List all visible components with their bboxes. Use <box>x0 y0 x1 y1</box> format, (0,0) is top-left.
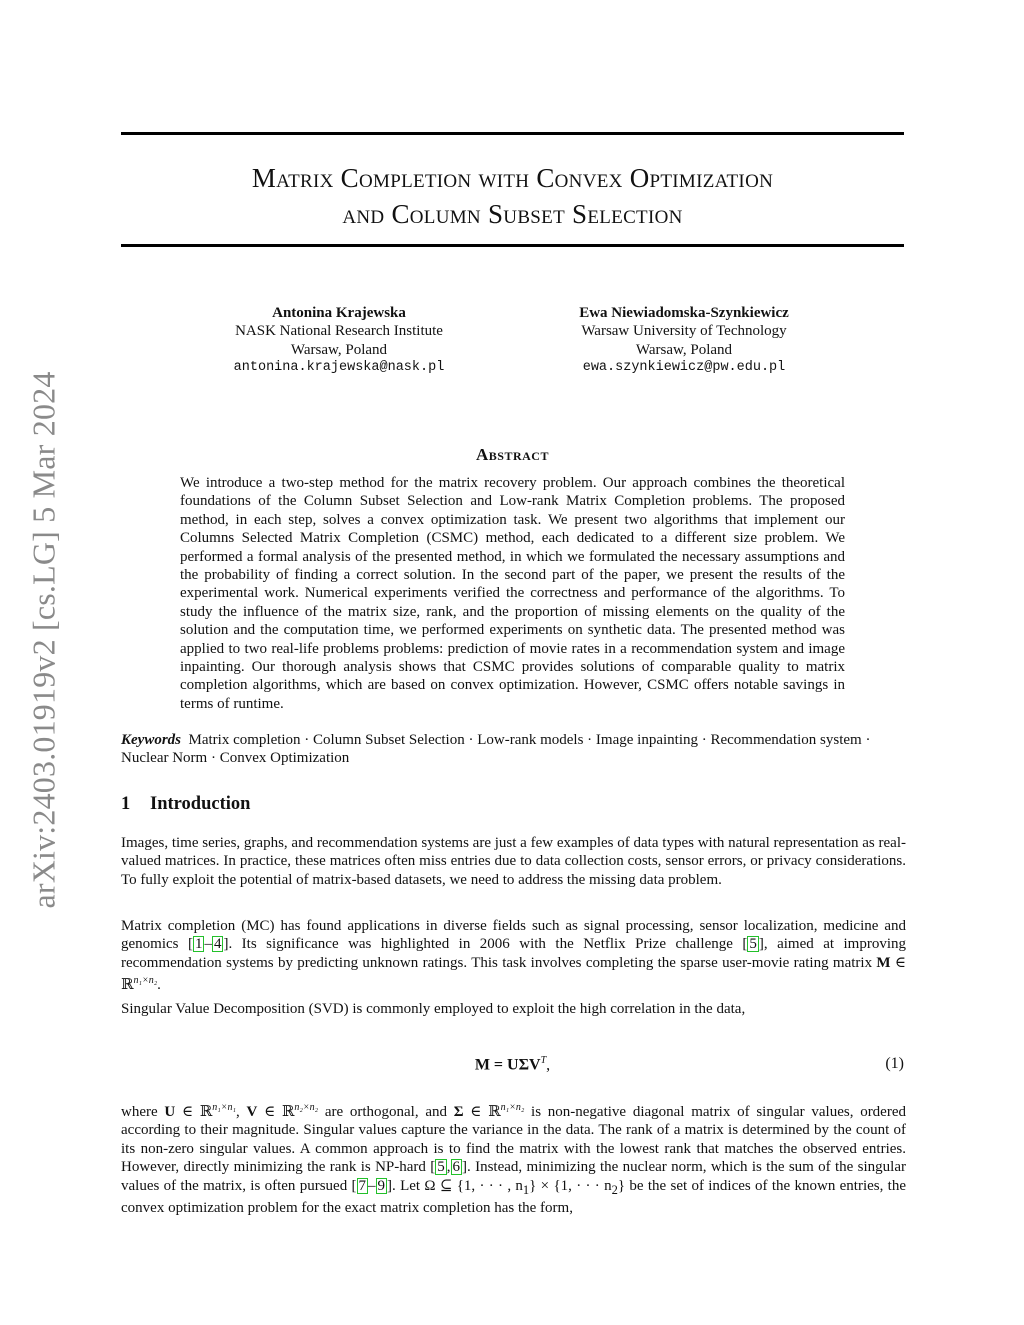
section-number: 1 <box>121 794 131 814</box>
author-location: Warsaw, Poland <box>290 341 388 358</box>
section-heading <box>121 794 250 815</box>
author-block <box>179 304 499 378</box>
abstract-text: We introduce a two-step method for the matrix recovery problem. Our approach combines the theoretical foundations of the Column Subset Selection and Low-rank Matrix Completion problems. The proposed method, in each step, solves a convex optimization task. We present two algorithms that implement our Columns Selected Matrix Completion (CSMC) method, each dedicated to a different size problem. We performed a formal analysis of the presented method, in which we formulated the necessary assumptions and the probability of finding a correct solution. In the second part of the paper, we present the results of the experimental work. Numerical experiments verified the correctness and performance of the algorithms. To study the influence of the matrix size, rank, and the proportion of missing elements on the quality of the solution and the computation time, we performed experiments on synthetic data. The presented method was applied to two real-life problems problems: prediction of movie rates in a recommendation system and image inpainting. Our thorough analysis shows that CSMC provides solutions of comparable quality to matrix completion algorithms, which are based on convex optimization. However, CSMC offers notable savings in terms of runtime. <box>180 475 845 712</box>
citation-link[interactable]: 6 <box>452 1159 460 1176</box>
paper-title <box>121 160 904 232</box>
title-bottom-rule <box>121 244 904 247</box>
keywords-label: Keywords <box>121 732 181 748</box>
author-name: Antonina Krajewska <box>272 305 406 321</box>
title-line-1: Matrix Completion with Convex Optimization <box>251 163 774 193</box>
equation-number: (1) <box>885 1055 904 1072</box>
author-email[interactable]: ewa.szynkiewicz@pw.edu.pl <box>582 360 786 376</box>
author-affiliation: NASK National Research Institute <box>235 323 443 340</box>
citation-link[interactable]: 9 <box>377 1177 386 1194</box>
author-name: Ewa Niewiadomska-Szynkiewicz <box>579 305 789 321</box>
author-location: Warsaw, Poland <box>635 341 733 358</box>
citation-link[interactable]: 4 <box>213 936 222 953</box>
abstract-heading: Abstract <box>476 445 549 464</box>
keywords <box>121 731 904 768</box>
intro-paragraph-2: Matrix completion (MC) has found applications in diverse fields such as signal processing, sensor localization, medicine and genomics [ 1 – 4 ]. Its significance was highlighted in 2006 with the Netflix Prize challenge [ 5 ], aimed at improving recommendation systems by predicting unknown ratings. This task involves completing the sparse user-movie rating matrix M ∈ ℝ$^{n_1\times n_2}$. <box>121 918 906 994</box>
citation-link[interactable]: 1 <box>194 936 203 953</box>
keywords-text: Matrix completion · Column Subset Selection · Low-rank models · Image inpainting · Recommendation system · Nuclear Norm · Convex Optimization <box>121 732 871 767</box>
author-block <box>524 304 844 378</box>
author-email[interactable]: antonina.krajewska@nask.pl <box>233 360 445 376</box>
intro-paragraph-4: where U ∈ ℝ$^{n_1\times n_1}$, V ∈ ℝ$^{n_2\times n_2}$ are orthogonal, and Σ ∈ ℝ$^{n_1\times n_2}$ is non-negative diagonal matrix of singular values, ordered according to their magnitude. Singular values capture the variance in the data. The rank of a matrix is determined by the count of its non-zero singular values. A common approach is to find the matrix with the lowest rank that matches the observed entries. However, directly minimizing the rank is NP-hard [ 5 , 6 ]. Instead, minimizing the nuclear norm, which is the sum of the singular values of the matrix, is often pursued [ 7 – 9 ]. Let Ω ⊆ {1, · · · , $n_1\} \times \{1$, · · · $n_2$} be the set of indices of the known entries, the convex optimization problem for the exact matrix completion has the form, <box>121 1102 906 1217</box>
intro-paragraph-3: Singular Value Decomposition (SVD) is commonly employed to exploit the high correlation in the data, <box>121 1001 746 1017</box>
citation-link[interactable]: 7 <box>358 1177 367 1194</box>
section-title: Introduction <box>150 794 251 814</box>
citation-link[interactable]: 5 <box>437 1159 445 1176</box>
arxiv-stamp: arXiv:2403.01919v2 [cs.LG] 5 Mar 2024 <box>25 371 62 909</box>
intro-paragraph-1: Images, time series, graphs, and recommendation systems are just a few examples of data types with natural representation as real-valued matrices. In practice, these matrices often miss entries due to data collection costs, sensor errors, or privacy considerations. To fully exploit the potential of matrix-based datasets, we need to address the missing data problem. <box>121 835 906 888</box>
citation-link[interactable]: 5 <box>749 936 757 953</box>
equation-body: $M = U\Sigma V^T$, <box>474 1055 551 1074</box>
title-top-rule <box>121 132 904 135</box>
author-affiliation: Warsaw University of Technology <box>581 323 787 340</box>
title-line-2: and Column Subset Selection <box>342 199 683 229</box>
